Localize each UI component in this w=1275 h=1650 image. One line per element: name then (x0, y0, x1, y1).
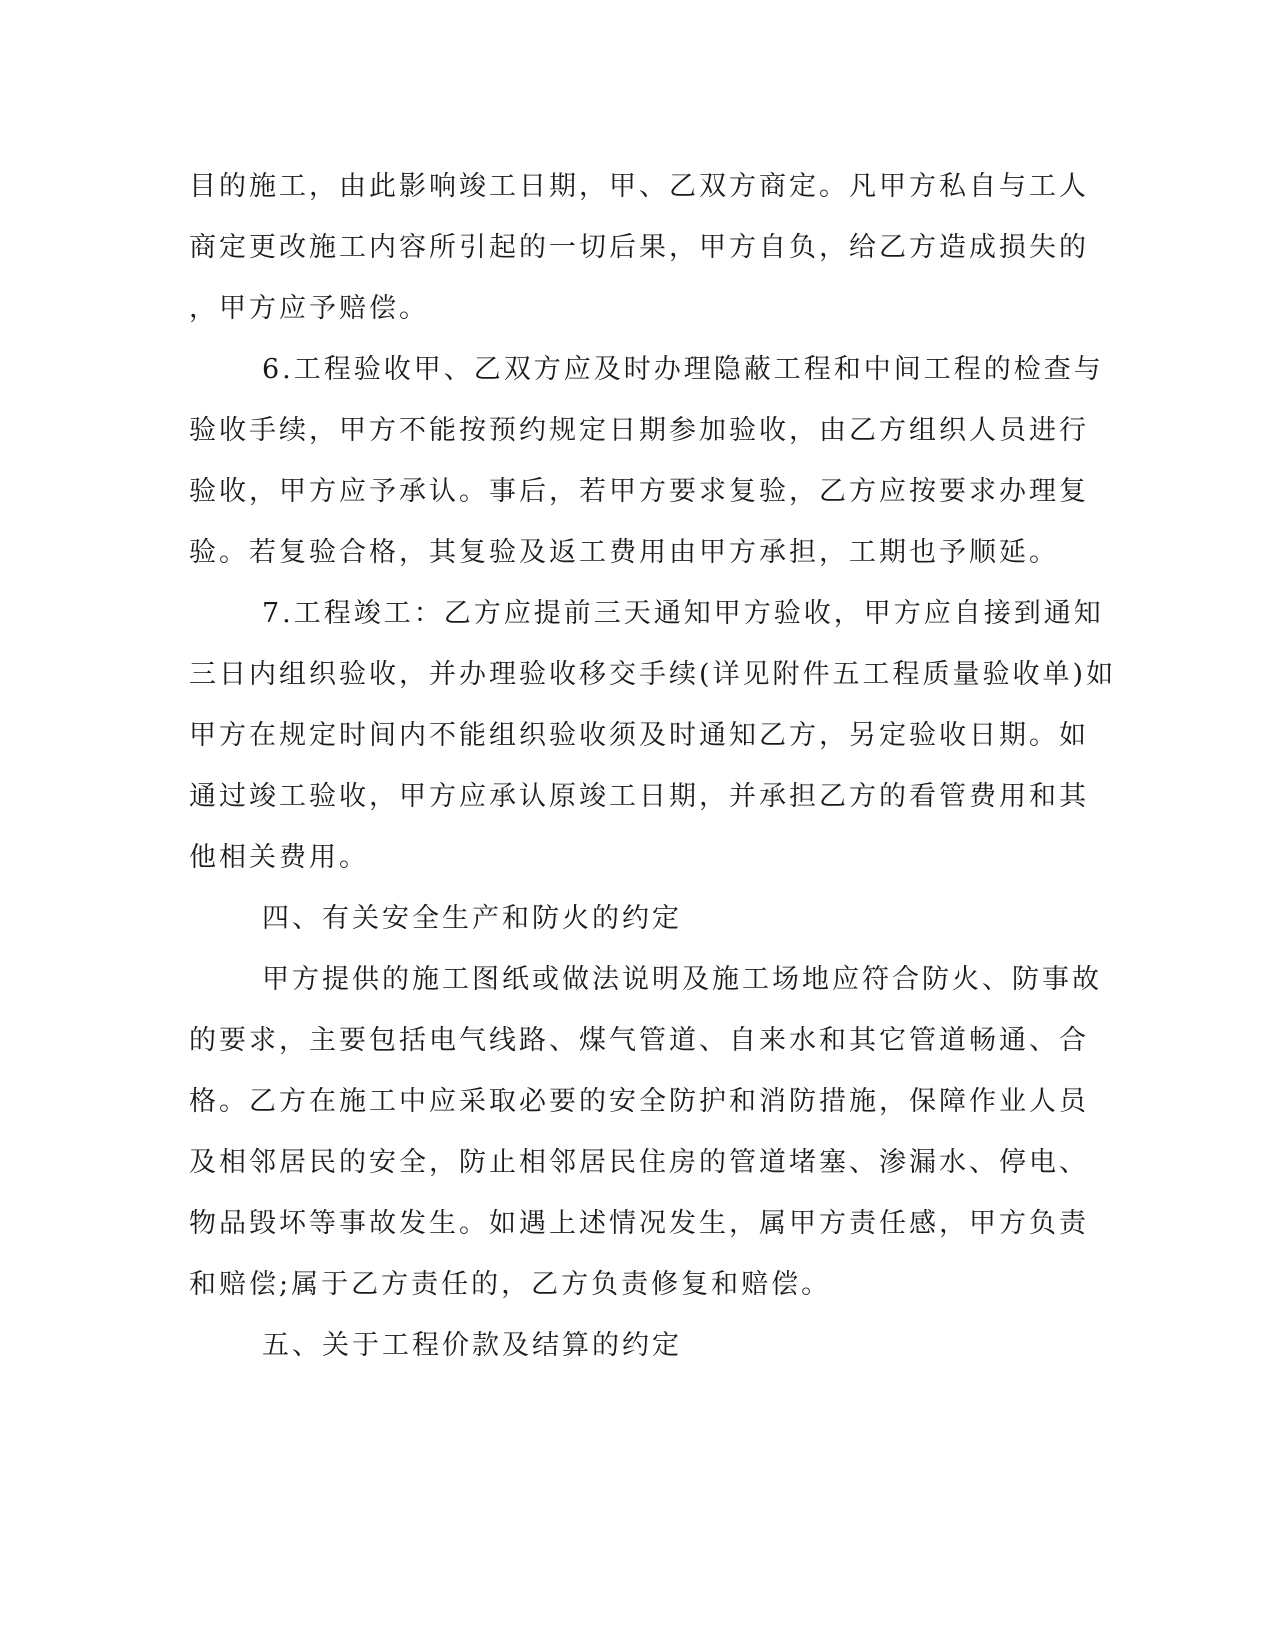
clause-7-first-line: 7.工程竣工：乙方应提前三天通知甲方验收，甲方应自接到通知 (262, 598, 1104, 629)
text-line: 及相邻居民的安全，防止相邻居民住房的管道堵塞、渗漏水、停电、 (189, 1147, 1089, 1178)
text-line: ，甲方应予赔偿。 (189, 293, 429, 324)
text-line: 通过竣工验收，甲方应承认原竣工日期，并承担乙方的看管费用和其 (189, 781, 1089, 812)
text-line: 物品毁坏等事故发生。如遇上述情况发生，属甲方责任感，甲方负责 (189, 1208, 1089, 1239)
text-line: 验。若复验合格，其复验及返工费用由甲方承担，工期也予顺延。 (189, 537, 1059, 568)
clause-6-first-line: 6.工程验收甲、乙双方应及时办理隐蔽工程和中间工程的检查与 (262, 354, 1104, 385)
text-line: 三日内组织验收，并办理验收移交手续(详见附件五工程质量验收单)如 (189, 659, 1117, 690)
text-line: 和赔偿;属于乙方责任的，乙方负责修复和赔偿。 (189, 1269, 832, 1300)
text-line: 商定更改施工内容所引起的一切后果，甲方自负，给乙方造成损失的 (189, 232, 1089, 263)
text-line: 验收手续，甲方不能按预约规定日期参加验收，由乙方组织人员进行 (189, 415, 1089, 446)
section-heading-4: 四、有关安全生产和防火的约定 (262, 903, 682, 934)
text-line: 甲方在规定时间内不能组织验收须及时通知乙方，另定验收日期。如 (189, 720, 1089, 751)
section-4-first-line: 甲方提供的施工图纸或做法说明及施工场地应符合防火、防事故 (262, 964, 1102, 995)
text-line: 他相关费用。 (189, 842, 369, 873)
text-line: 验收，甲方应予承认。事后，若甲方要求复验，乙方应按要求办理复 (189, 476, 1089, 507)
text-line: 的要求，主要包括电气线路、煤气管道、自来水和其它管道畅通、合 (189, 1025, 1089, 1056)
text-line: 格。乙方在施工中应采取必要的安全防护和消防措施，保障作业人员 (189, 1086, 1089, 1117)
text-line: 目的施工，由此影响竣工日期，甲、乙双方商定。凡甲方私自与工人 (189, 171, 1089, 202)
section-heading-5: 五、关于工程价款及结算的约定 (262, 1330, 682, 1361)
